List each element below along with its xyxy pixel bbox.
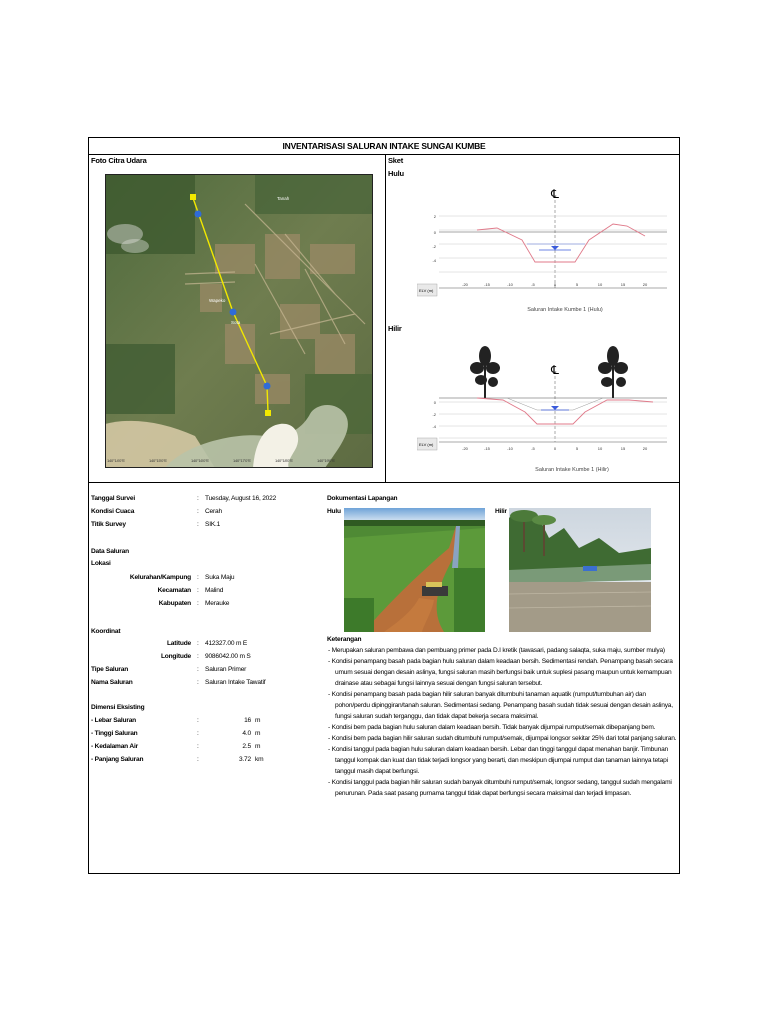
colon: : (197, 653, 199, 660)
colon: : (197, 521, 199, 528)
colon: : (197, 587, 199, 594)
column-divider (385, 154, 386, 482)
x-tick: -5 (531, 282, 535, 287)
hilir-cross-section (417, 338, 675, 478)
x-tick: 5 (575, 446, 579, 451)
keterangan-item: - Kondisi tanggul pada bagian hilir saluran sudah banyak ditumbuhi rumput/semak, longsor sedang, tanggul sudah mengalami penurunan. Pada saat pasang purnama tanggul tidak dapat berfungsi secara maksimal dan terjadi limpasan. (328, 779, 672, 797)
regency-value: Merauke (205, 600, 230, 607)
dimension-value: 2.5 (242, 743, 251, 750)
x-tick: 0 (553, 282, 557, 287)
dimension-label: - Kedalaman Air (91, 743, 138, 750)
x-tick: -15 (484, 282, 490, 287)
lokasi-heading: Lokasi (91, 560, 111, 567)
dimension-label: - Lebar Saluran (91, 717, 137, 724)
place-label: Tanah (277, 196, 290, 201)
colon: : (197, 495, 199, 502)
survey-point-value: SIK.1 (205, 521, 221, 528)
tree-illustration (470, 346, 500, 398)
coord-label: 140°14'0"E (107, 458, 125, 463)
y-tick: -2 (432, 412, 436, 417)
latitude-value: 412327.00 m E (205, 640, 248, 647)
colon: : (197, 730, 199, 737)
colon: : (197, 743, 199, 750)
longitude-value: 9086042.00 m S (205, 653, 251, 660)
x-tick: -10 (507, 446, 513, 451)
survey-date-label: Tanggal Survei (91, 495, 135, 502)
village-label: Kelurahan/Kampung (129, 574, 191, 581)
koordinat-heading: Koordinat (91, 628, 121, 635)
dimension-label: - Panjang Saluran (91, 756, 144, 763)
x-tick: 15 (620, 282, 626, 287)
aerial-map (105, 174, 373, 468)
x-tick: 15 (620, 446, 626, 451)
aerial-map-image (105, 174, 373, 468)
tipe-label: Tipe Saluran (91, 666, 129, 673)
regency-label: Kabupaten (158, 600, 191, 607)
aerial-label: Foto Citra Udara (91, 156, 147, 165)
colon: : (197, 600, 199, 607)
sheet-title: INVENTARISASI SALURAN INTAKE SUNGAI KUMBE (89, 138, 679, 155)
district-label: Kecamatan (157, 587, 191, 594)
keterangan-item: - Kondisi penampang basah pada bagian hulu saluran dalam keadaan bersih. Sedimentasi rendah. Penampang basah secara umum sesuai dengan desain aslinya, fungsi saluran masih berfungsi baik untuk suplesi pasang maupun untuk kemampuan drainase atau sebagai fungsi lainnya sesuai dengan fungsi saluran tersebut. (328, 658, 673, 687)
place-label: Sota (231, 320, 241, 325)
dimension-label: - Tinggi Saluran (91, 730, 138, 737)
longitude-label: Longitude (160, 653, 191, 660)
dimension-unit: m (255, 743, 261, 750)
place-label: Wapeko (209, 298, 226, 303)
documentation-heading: Dokumentasi Lapangan (327, 495, 398, 502)
keterangan-item: - Merupakan saluran pembawa dan pembuang primer pada D.I kretik (tawasari, padang salaqta, suka maju, sumber mulya) (328, 647, 665, 654)
tree-illustration (598, 346, 628, 398)
colon: : (197, 640, 199, 647)
coord-label: 140°16'0"E (191, 458, 209, 463)
keterangan-item: - Kondisi penampang basah pada bagian hilir saluran banyak ditumbuhi tanaman aquatik (rumput/tumbuhan air) dan pohon/perdu dipinggiran/tanah saluran. Sedimentasi sedang. Penampang basah sudah tidak sesuai dengan desain aslinya, fungsi saluran sudah terganggu, dan tidak dapat bekerja secara maksimal. (328, 691, 673, 720)
x-tick: 20 (642, 282, 648, 287)
y-tick: 0 (433, 230, 436, 235)
y-tick: -4 (432, 424, 436, 429)
colon: : (197, 756, 199, 763)
survey-point-label: Titik Survey (91, 521, 126, 528)
weather-value: Cerah (205, 508, 222, 515)
data-saluran-heading: Data Saluran (91, 548, 129, 555)
village-value: Suka Maju (205, 574, 235, 581)
hulu-photo (344, 508, 485, 632)
keterangan-list (327, 645, 679, 799)
weather-label: Kondisi Cuaca (91, 508, 135, 515)
dimension-value: 4.0 (242, 730, 251, 737)
centerline-mark: ℄ (551, 187, 559, 201)
hulu-cross-section (417, 184, 675, 324)
dimension-unit: m (255, 717, 261, 724)
inventory-sheet (88, 137, 680, 874)
x-tick: -10 (507, 282, 513, 287)
x-tick: 20 (642, 446, 648, 451)
dimension-unit: m (255, 730, 261, 737)
x-tick: -20 (462, 446, 468, 451)
x-tick: 10 (597, 282, 603, 287)
x-tick: -5 (531, 446, 535, 451)
coord-label: 140°19'0"E (317, 458, 335, 463)
x-tick: -20 (462, 282, 468, 287)
x-tick: 0 (553, 446, 557, 451)
y-tick: 2 (433, 214, 436, 219)
nama-label: Nama Saluran (91, 679, 133, 686)
latitude-label: Latitude (166, 640, 191, 647)
keterangan-item: - Kondisi bem pada bagian hulu saluran dalam keadaan bersih. Tidak banyak dijumpai rumput/semak dibepanjang bem. (328, 724, 656, 731)
colon: : (197, 574, 199, 581)
row-divider (89, 482, 679, 483)
colon: : (197, 666, 199, 673)
documentation-hilir-label: Hilir (495, 508, 507, 515)
colon: : (197, 717, 199, 724)
hulu-caption: Saluran Intake Kumbe 1 (Hulu) (527, 307, 603, 313)
dimensi-heading: Dimensi Eksisting (91, 704, 145, 711)
district-value: Malind (205, 587, 224, 594)
coord-label: 140°18'0"E (275, 458, 293, 463)
hilir-photo (509, 508, 651, 632)
centerline-mark: ℄ (551, 363, 559, 377)
colon: : (197, 679, 199, 686)
survey-date-value: Tuesday, August 16, 2022 (205, 495, 277, 502)
dimension-unit: km (255, 756, 264, 763)
x-tick: -15 (484, 446, 490, 451)
sketch-hilir-label: Hilir (388, 324, 402, 333)
keterangan-item: - Kondisi bem pada bagian hilir saluran sudah ditumbuhi rumput/semak, dijumpai longsor sekitar 25% dari total panjang saluran. (328, 735, 677, 742)
dimension-value: 16 (244, 717, 251, 724)
axis-note: ELV (m) (419, 442, 434, 447)
documentation-hulu-label: Hulu (327, 508, 341, 515)
sketch-hulu-label: Hulu (388, 169, 404, 178)
y-tick: 0 (433, 400, 436, 405)
y-tick: -4 (432, 258, 436, 263)
tipe-value: Saluran Primer (205, 666, 247, 673)
dimension-value: 3.72 (238, 756, 251, 763)
x-tick: 5 (575, 282, 579, 287)
hilir-caption: Saluran Intake Kumbe 1 (Hilir) (535, 467, 609, 473)
keterangan-item: - Kondisi tanggul pada bagian hulu saluran dalam keadaan bersih. Lebar dan tinggi tanggul dapat menahan banjir. Timbunan tanggul kompak dan kuat dan tidak terjadi longsor yang berarti, dan meskipun dijumpai rumput dan tanaman lainnya tetapi tanggul masih dapat berfungsi. (328, 746, 669, 775)
x-tick: 10 (597, 446, 603, 451)
keterangan-heading: Keterangan (327, 636, 362, 643)
axis-note: ELV (m) (419, 288, 434, 293)
colon: : (197, 508, 199, 515)
sketch-label: Sket (388, 156, 404, 165)
y-tick: -2 (432, 244, 436, 249)
coord-label: 140°17'0"E (233, 458, 251, 463)
nama-value: Saluran Intake Tawatif (205, 679, 266, 686)
coord-label: 140°15'0"E (149, 458, 167, 463)
